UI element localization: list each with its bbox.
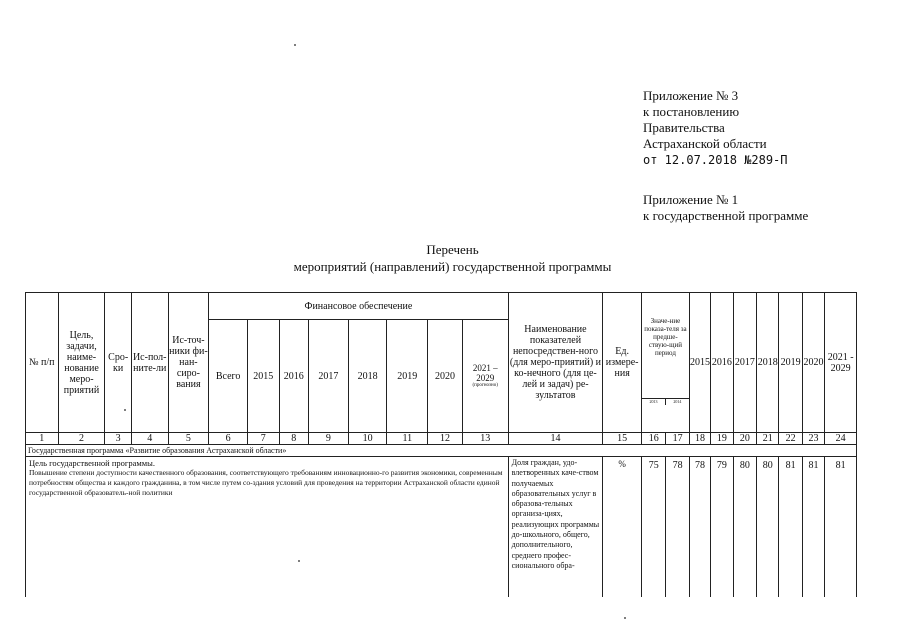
header-finance: Финансовое обеспечение	[209, 293, 508, 320]
measures-table	[25, 292, 857, 597]
goal-cell	[26, 457, 509, 598]
goal-title: Цель государственной программы.	[29, 458, 156, 468]
header-fin-2021-2029-cell	[462, 320, 508, 433]
goal-unit: %	[603, 457, 642, 598]
column-number: 4	[131, 433, 168, 445]
column-number: 21	[757, 433, 779, 445]
column-number: 18	[689, 433, 710, 445]
header-forecast-note: (прогнозно)	[472, 383, 498, 388]
header-value-2021-2029: 2021 - 2029	[825, 293, 857, 433]
header-fin-2020: 2020	[428, 320, 463, 433]
column-number: 22	[779, 433, 802, 445]
goal-value-2013: 75	[642, 457, 666, 598]
column-number: 15	[603, 433, 642, 445]
header-goal: Цель, задачи, наиме-нование меро-приятий	[58, 293, 105, 433]
column-number: 7	[247, 433, 279, 445]
goal-value-2020: 81	[802, 457, 824, 598]
header-fin-2019: 2019	[387, 320, 428, 433]
program-row	[26, 445, 857, 457]
header-sources: Ис-точ-ники фи-нан-сиро-вания	[168, 293, 209, 433]
header-row-1	[26, 293, 857, 320]
column-number: 3	[105, 433, 131, 445]
header-fin-2021-2029: 2021 – 2029	[472, 363, 498, 383]
document-title	[0, 241, 905, 275]
goal-text: Повышение степени доступности качественного образования, соответствующего требованиям инновационно-го развития экономики, современным потребностям общества и каждого гражданина, в том числе путем со-здания условий для проведения на территории Астраханской области единой государственной образователь-ной политики	[29, 468, 503, 497]
goal-value-2014: 78	[666, 457, 689, 598]
appendix-3-date-number: от 12.07.2018 №289-П	[643, 153, 788, 167]
column-number: 16	[642, 433, 666, 445]
header-value-2020: 2020	[802, 293, 824, 433]
column-number-row	[26, 433, 857, 445]
header-value-2017: 2017	[733, 293, 756, 433]
column-number: 9	[309, 433, 349, 445]
header-fin-2016: 2016	[279, 320, 309, 433]
appendix-1-block	[643, 192, 808, 224]
header-unit: Ед. измере-ния	[603, 293, 642, 433]
appendix-3-line-3: Правительства	[643, 120, 725, 135]
goal-value-2016: 79	[711, 457, 733, 598]
goal-description	[26, 457, 508, 499]
header-fin-2015: 2015	[247, 320, 279, 433]
column-number: 1	[26, 433, 59, 445]
appendix-1-title: Приложение № 1	[643, 192, 739, 207]
goal-value-2018: 80	[757, 457, 779, 598]
header-prev-year-1: 2013	[649, 399, 658, 404]
goal-value-2017: 80	[733, 457, 756, 598]
column-number: 12	[428, 433, 463, 445]
program-title: Государственная программа «Развитие образования Астраханской области»	[26, 445, 857, 457]
header-prev-year-2: 2014	[665, 399, 689, 405]
title-line-1: Перечень	[426, 242, 479, 257]
column-number: 24	[825, 433, 857, 445]
goal-value-2019: 81	[779, 457, 802, 598]
scan-speck	[624, 617, 626, 619]
header-value-2019: 2019	[779, 293, 802, 433]
header-terms: Сро-ки	[105, 293, 131, 433]
column-number: 19	[711, 433, 733, 445]
header-prev-years	[642, 398, 689, 405]
goal-value-2021-2029: 81	[825, 457, 857, 598]
header-value-2016: 2016	[711, 293, 733, 433]
column-number: 17	[666, 433, 689, 445]
goal-indicator-cell	[508, 457, 603, 598]
header-prev-value-cell	[642, 293, 690, 433]
goal-indicator: Доля граждан, удо-влетворенных каче-ством получаемых образовательных услуг в образова-тельных организа-циях, реализующих программы до-школьного, общего, дополнительного, среднего профес-сионального обра-	[511, 458, 600, 570]
appendix-3-block	[643, 88, 788, 168]
appendix-1-line-2: к государственной программе	[643, 208, 809, 223]
appendix-3-title: Приложение № 3	[643, 88, 739, 103]
appendix-3-line-2: к постановлению	[643, 104, 740, 119]
column-number: 10	[348, 433, 387, 445]
column-number: 11	[387, 433, 428, 445]
header-executors: Ис-пол-ните-ли	[131, 293, 168, 433]
column-number: 8	[279, 433, 309, 445]
column-number: 13	[462, 433, 508, 445]
column-number: 6	[209, 433, 248, 445]
scan-speck	[124, 409, 126, 411]
header-fin-2018: 2018	[348, 320, 387, 433]
title-line-2: мероприятий (направлений) государственной программы	[293, 259, 612, 274]
appendix-3-line-4: Астраханской области	[643, 136, 767, 151]
goal-row	[26, 457, 857, 598]
header-value-2015: 2015	[689, 293, 710, 433]
scan-speck	[294, 44, 296, 46]
scan-speck	[298, 560, 300, 562]
header-prev-value: Значе-ние показа-теля за предше-ствую-щий период	[644, 317, 687, 357]
header-total: Всего	[209, 320, 248, 433]
header-value-2018: 2018	[757, 293, 779, 433]
header-num: № п/п	[26, 293, 59, 433]
column-number: 20	[733, 433, 756, 445]
header-indicator: Наименование показателей непосредствен-ного (для меро-приятий) и ко-нечного (для це-лей и задач) ре-зультатов	[508, 293, 603, 433]
column-number: 2	[58, 433, 105, 445]
column-number: 23	[802, 433, 824, 445]
column-number: 5	[168, 433, 209, 445]
column-number: 14	[508, 433, 603, 445]
header-fin-2017: 2017	[309, 320, 349, 433]
goal-value-2015: 78	[689, 457, 710, 598]
